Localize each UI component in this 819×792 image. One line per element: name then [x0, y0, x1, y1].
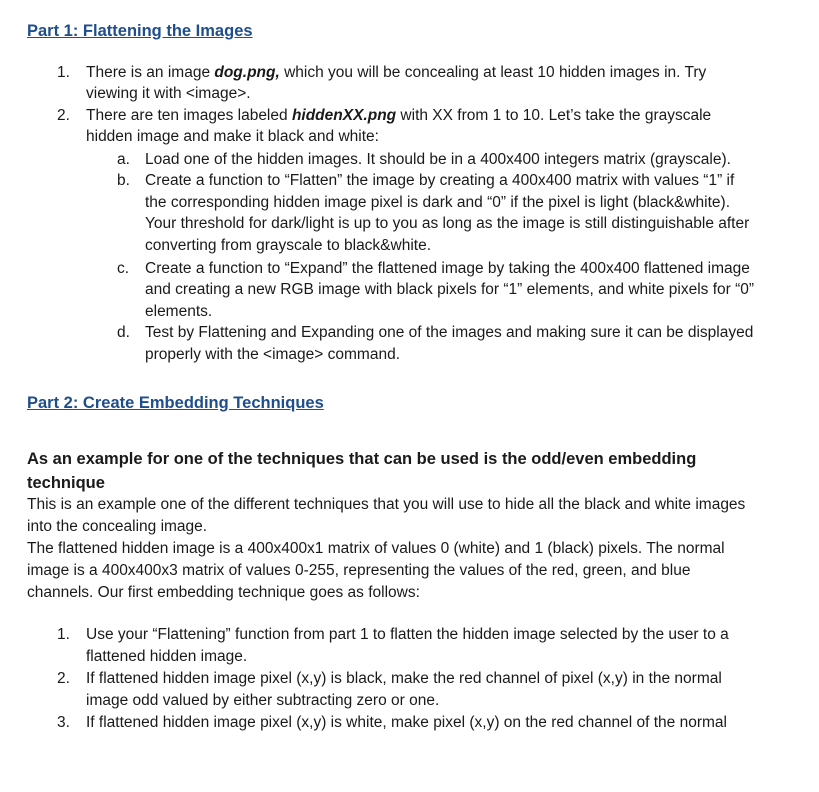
- part1-heading: Part 1: Flattening the Images: [27, 22, 253, 40]
- list-item-line: If flattened hidden image pixel (x,y) is white, make pixel (x,y) on the red channel of the normal: [86, 714, 727, 731]
- list-item-line: [86, 63, 706, 83]
- sublist-line: the corresponding hidden image pixel is dark and “0” if the pixel is light (black&white).: [145, 194, 730, 211]
- list-number: 1.: [57, 626, 70, 643]
- sublist-line: Load one of the hidden images. It should be in a 400x400 integers matrix (grayscale).: [145, 151, 731, 168]
- text-run: There are ten images labeled: [86, 107, 292, 124]
- list-item-line: hidden image and make it black and white:: [86, 128, 379, 145]
- sublist-line: properly with the <image> command.: [145, 346, 401, 363]
- sublist-letter: c.: [117, 260, 130, 277]
- sublist-line: and creating a new RGB image with black pixels for “1” elements, and white pixels for “0”: [145, 281, 755, 298]
- list-item-line: image odd valued by either subtracting zero or one.: [86, 692, 440, 709]
- list-item-line: viewing it with <image>.: [86, 85, 251, 102]
- list-number: 2.: [57, 670, 70, 687]
- sublist-line: Create a function to “Expand” the flattened image by taking the 400x400 flattened image: [145, 260, 750, 277]
- example-title: As an example for one of the techniques that can be used is the odd/even embedding: [27, 450, 697, 468]
- text-run: There is an image: [86, 64, 215, 81]
- sublist-letter: a.: [117, 151, 130, 168]
- paragraph-line: The flattened hidden image is a 400x400x1 matrix of values 0 (white) and 1 (black) pixels. The normal: [27, 540, 725, 557]
- example-title: technique: [27, 474, 105, 492]
- paragraph-line: channels. Our first embedding technique goes as follows:: [27, 584, 420, 601]
- list-item-line: Use your “Flattening” function from part 1 to flatten the hidden image selected by the user to a: [86, 626, 729, 643]
- sublist-line: Your threshold for dark/light is up to you as long as the image is still distinguishable after: [145, 215, 750, 232]
- list-item-line: flattened hidden image.: [86, 648, 248, 665]
- list-number: 1.: [57, 64, 70, 81]
- filename-text: dog.png,: [214, 64, 280, 81]
- sublist-line: Create a function to “Flatten” the image by creating a 400x400 matrix with values “1” if: [145, 172, 735, 189]
- list-number: 3.: [57, 714, 70, 731]
- paragraph-line: into the concealing image.: [27, 518, 208, 535]
- sublist-line: elements.: [145, 303, 213, 320]
- paragraph-line: This is an example one of the different techniques that you will use to hide all the black and white images: [27, 496, 746, 513]
- list-number: 2.: [57, 107, 70, 124]
- sublist-letter: d.: [117, 324, 130, 341]
- part2-heading: Part 2: Create Embedding Techniques: [27, 394, 324, 412]
- list-item-line: [86, 106, 711, 126]
- text-run: which you will be concealing at least 10 hidden images in. Try: [279, 64, 707, 81]
- sublist-line: converting from grayscale to black&white.: [145, 237, 432, 254]
- sublist-letter: b.: [117, 172, 130, 189]
- paragraph-line: image is a 400x400x3 matrix of values 0-255, representing the values of the red, green, and blue: [27, 562, 691, 579]
- sublist-line: Test by Flattening and Expanding one of the images and making sure it can be displayed: [145, 324, 754, 341]
- filename-text: hiddenXX.png: [291, 107, 397, 124]
- text-run: with XX from 1 to 10. Let’s take the grayscale: [396, 107, 712, 124]
- list-item-line: If flattened hidden image pixel (x,y) is black, make the red channel of pixel (x,y) in the normal: [86, 670, 722, 687]
